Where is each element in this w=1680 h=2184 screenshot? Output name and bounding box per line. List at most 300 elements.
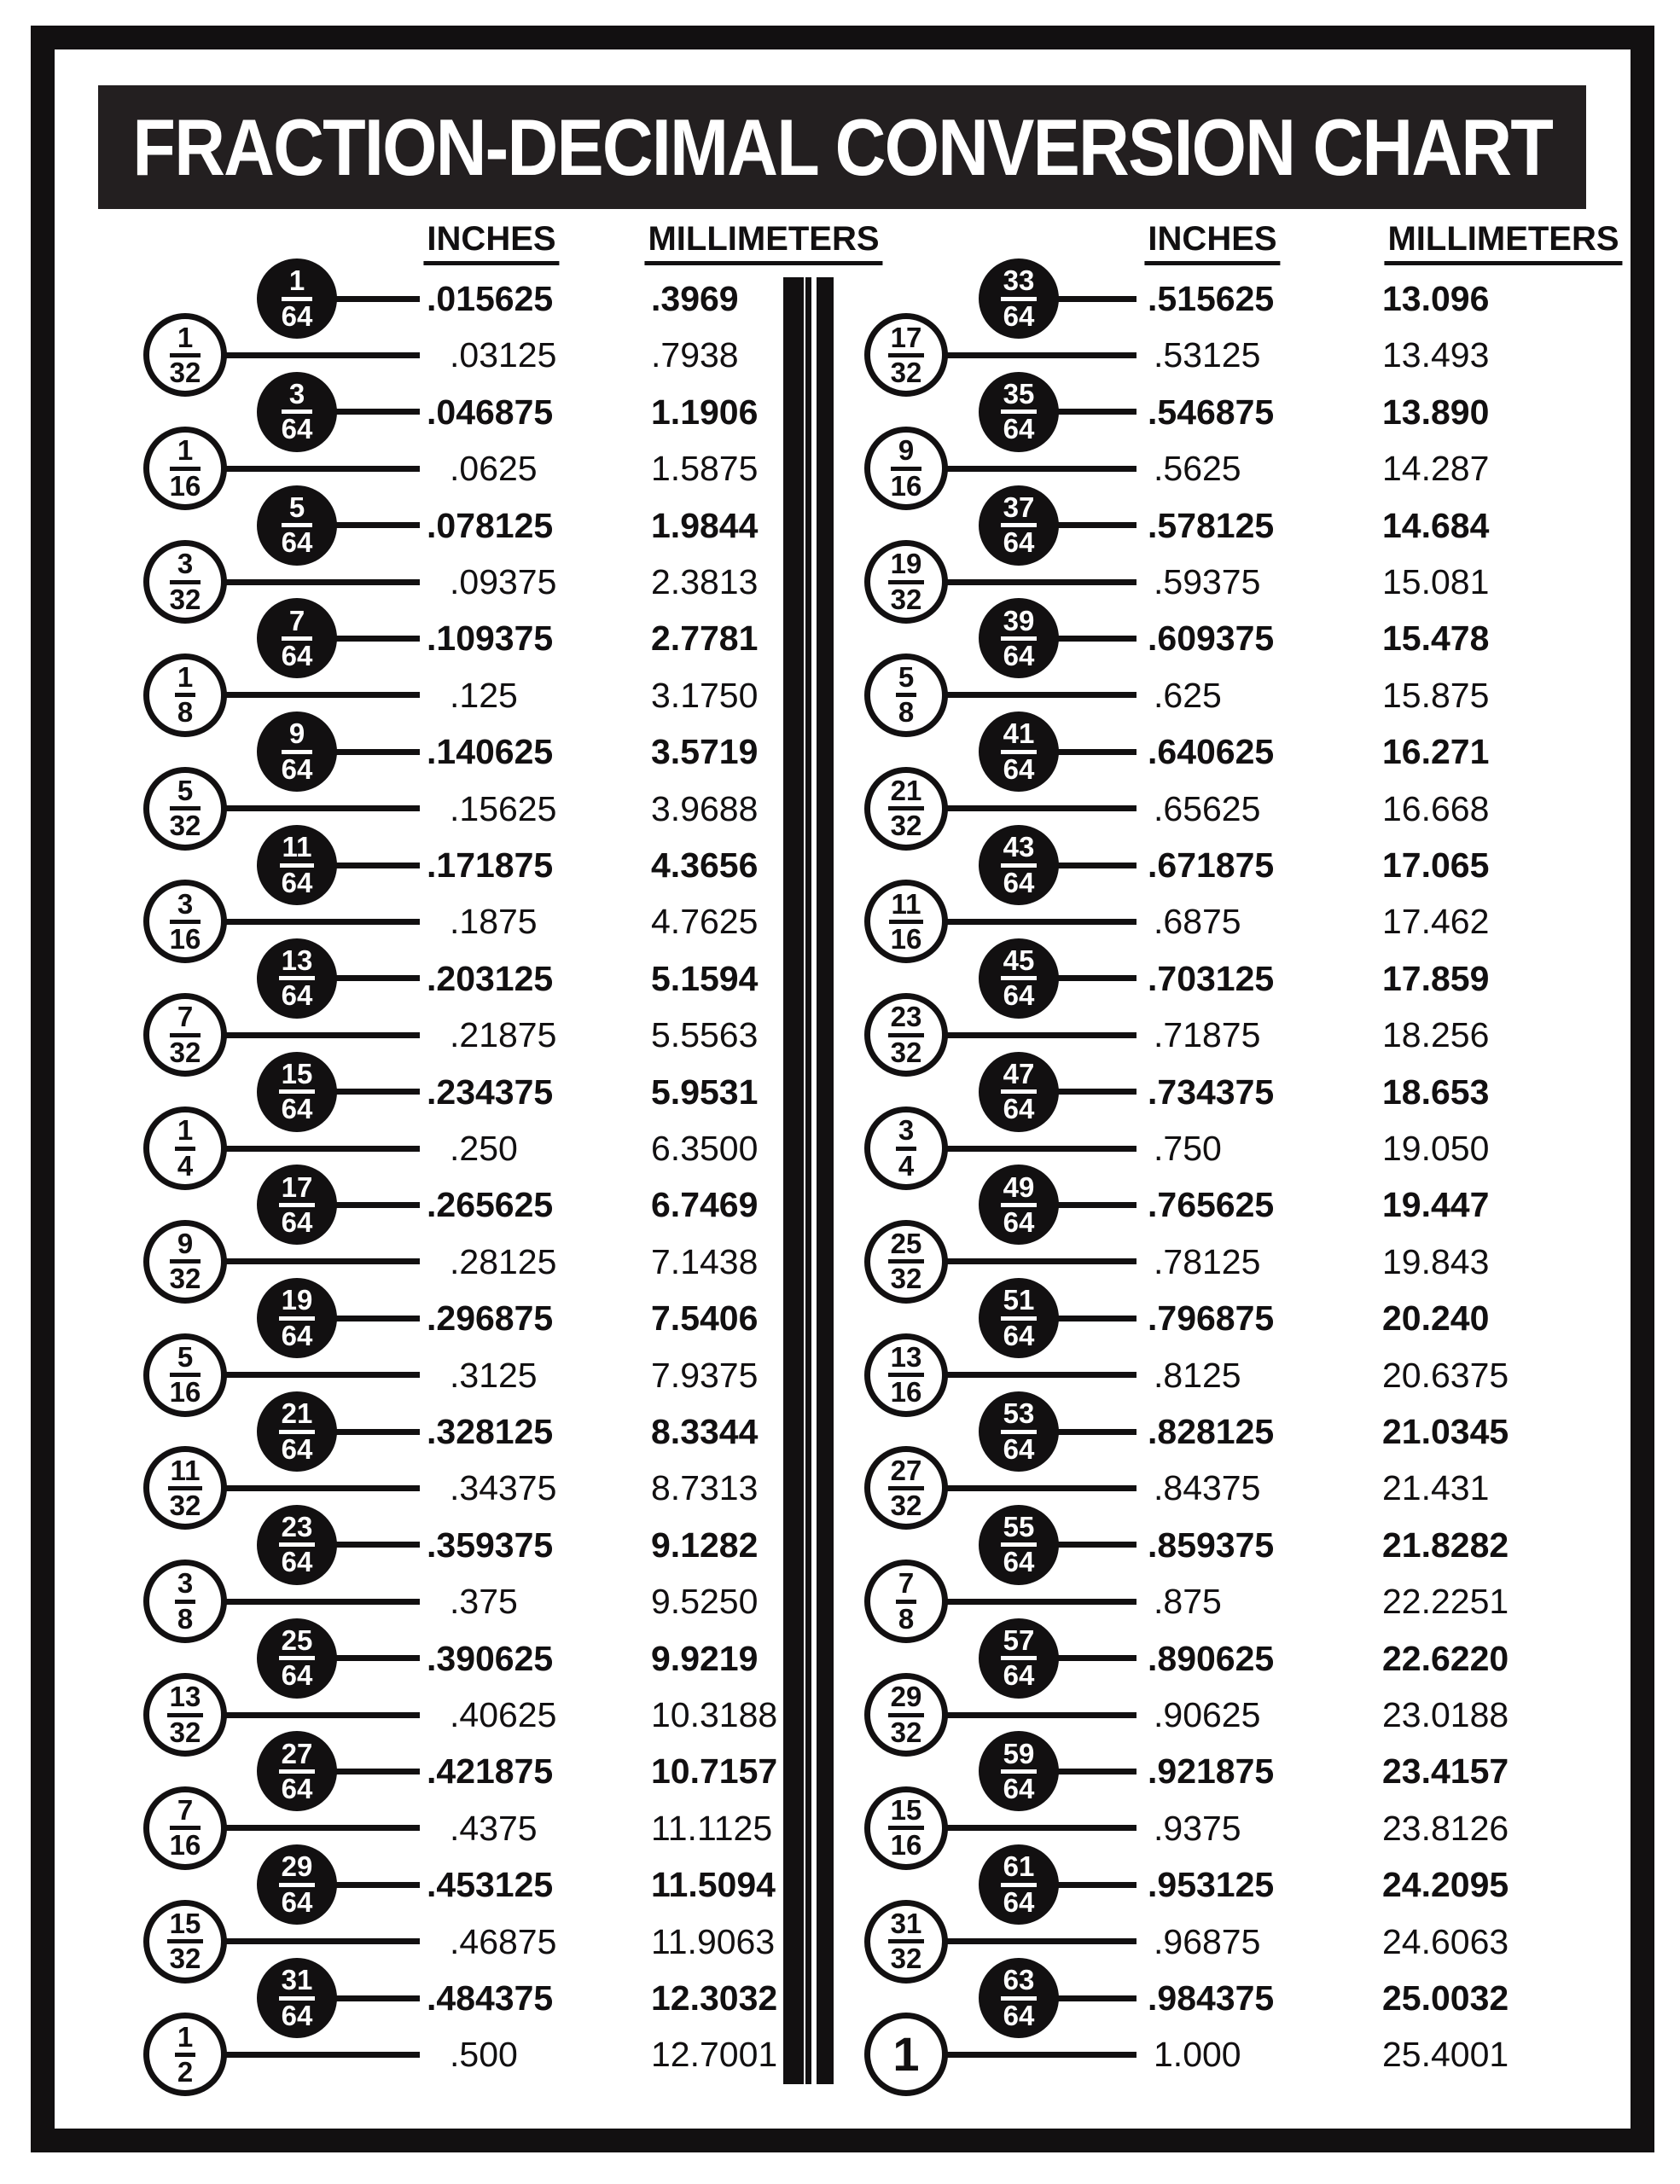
inches-value: .84375: [1154, 1468, 1261, 1508]
millimeters-value: 9.9219: [651, 1638, 759, 1678]
fraction-label: [890, 434, 922, 502]
inches-value: .875: [1154, 1582, 1222, 1622]
millimeters-value: 14.684: [1382, 505, 1490, 545]
fraction-numerator: 19: [279, 1287, 316, 1320]
fraction-label: [888, 1454, 925, 1521]
fraction-numerator: 33: [1001, 267, 1038, 300]
inches-value: .6875: [1154, 902, 1241, 942]
fraction-denominator: 64: [281, 413, 313, 445]
page-title: FRACTION-DECIMAL CONVERSION CHART: [132, 102, 1552, 192]
fraction-label: [175, 660, 195, 729]
fraction-label: [279, 944, 316, 1012]
inches-value: .375: [450, 1582, 518, 1622]
fraction-bubble-filled: [257, 1165, 337, 1245]
fraction-bubble-filled: [979, 1391, 1059, 1472]
fraction-denominator: 64: [1003, 639, 1035, 671]
fraction-numerator: 31: [279, 1966, 316, 2000]
millimeters-value: 15.875: [1382, 675, 1490, 715]
inches-value: .515625: [1148, 279, 1275, 318]
fraction-numerator: 1: [175, 1117, 195, 1150]
fraction-denominator: 4: [898, 1149, 915, 1182]
fraction-label: [167, 1683, 204, 1746]
fraction-denominator: 16: [169, 469, 201, 502]
inches-value: .40625: [450, 1695, 557, 1734]
fraction-label: [170, 1003, 201, 1066]
millimeters-value: 23.4157: [1382, 1751, 1509, 1792]
fraction-label: [888, 550, 925, 613]
fraction-bubble-open: [864, 313, 948, 397]
millimeters-value: 10.3188: [651, 1695, 778, 1734]
inches-value: .09375: [450, 562, 557, 601]
fraction-bubble-filled: [979, 1844, 1059, 1925]
fraction-bubble-filled: [257, 825, 337, 905]
fraction-label: [1001, 377, 1038, 445]
fraction-bubble-open: [143, 653, 227, 737]
millimeters-value: 19.050: [1382, 1129, 1490, 1168]
fraction-numerator: 19: [888, 550, 925, 584]
inches-value: .453125: [427, 1865, 554, 1905]
fraction-numerator: 25: [279, 1627, 316, 1660]
fraction-numerator: 45: [1001, 947, 1038, 980]
fraction-bubble-open: [864, 1107, 948, 1190]
fraction-bubble-filled: [257, 1505, 337, 1585]
fraction-denominator: 64: [281, 1999, 313, 2031]
fraction-bubble-filled: [979, 1618, 1059, 1699]
fraction-label: [279, 1397, 316, 1465]
fraction-numerator: 13: [279, 947, 316, 980]
inches-value: .546875: [1148, 392, 1275, 432]
millimeters-value: 7.1438: [651, 1241, 759, 1281]
center-divider-bar-thick-right: [817, 277, 834, 2084]
fraction-numerator: 5: [282, 494, 313, 527]
fraction-numerator: 17: [279, 1174, 316, 1207]
inches-value: .078125: [427, 505, 554, 545]
fraction-denominator: 64: [281, 866, 313, 898]
fraction-bubble-open: [143, 767, 227, 851]
fraction-numerator: 27: [279, 1740, 316, 1774]
inches-value: .750: [1154, 1129, 1222, 1168]
column-header-millimeters-right: MILLIMETERS: [1384, 220, 1622, 265]
inches-value: .125: [450, 675, 518, 715]
fraction-denominator: 16: [890, 1829, 922, 1862]
inches-value: .3125: [450, 1355, 538, 1395]
fraction-numerator: 15: [888, 1797, 925, 1830]
millimeters-value: 8.7313: [651, 1468, 759, 1508]
fraction-numerator: 5: [170, 777, 201, 810]
fraction-label: [1001, 1623, 1038, 1692]
fraction-label: [281, 264, 313, 332]
fraction-bubble-filled: [257, 1278, 337, 1358]
millimeters-value: 16.271: [1382, 732, 1490, 772]
fraction-numerator: 27: [888, 1457, 925, 1490]
inches-value: .015625: [427, 279, 554, 318]
fraction-denominator: 32: [890, 1943, 922, 1975]
fraction-numerator: 15: [167, 1910, 204, 1943]
inches-value: .578125: [1148, 505, 1275, 545]
fraction-numerator: 15: [279, 1060, 316, 1094]
inches-value: .21875: [450, 1015, 557, 1055]
fraction-numerator: 3: [170, 891, 201, 924]
fraction-bubble-open: [143, 540, 227, 624]
fraction-numerator: 23: [888, 1003, 925, 1037]
fraction-numerator: 57: [1001, 1627, 1038, 1660]
fraction-numerator: 59: [1001, 1740, 1038, 1774]
fraction-label: [1001, 604, 1038, 671]
inches-value: .890625: [1148, 1638, 1275, 1678]
inches-value: .328125: [427, 1412, 554, 1451]
fraction-label: [888, 1907, 925, 1975]
fraction-numerator: 21: [279, 1400, 316, 1433]
inches-value: .46875: [450, 1921, 557, 1961]
fraction-denominator: 64: [1003, 1432, 1035, 1465]
fraction-label: [279, 1737, 316, 1804]
fraction-denominator: 64: [1003, 1093, 1035, 1125]
fraction-numerator: 11: [280, 834, 315, 867]
fraction-numerator: 35: [1001, 380, 1038, 414]
millimeters-value: 22.2251: [1382, 1582, 1509, 1622]
fraction-numerator: 1: [170, 324, 201, 357]
fraction-label: [169, 1227, 201, 1295]
fraction-label: [888, 1227, 925, 1295]
fraction-label: [279, 1057, 316, 1125]
fraction-denominator: 32: [169, 1489, 201, 1521]
fraction-bubble-open: [864, 1220, 948, 1304]
fraction-denominator: 64: [281, 1885, 313, 1918]
inches-value: .984375: [1148, 1978, 1275, 2018]
fraction-label: [279, 1966, 316, 2030]
fraction-numerator: 5: [170, 1344, 201, 1377]
millimeters-value: 5.5563: [651, 1015, 759, 1055]
fraction-bubble-filled: [979, 1052, 1059, 1132]
millimeters-value: 12.7001: [651, 2035, 778, 2075]
fraction-denominator: 64: [1003, 1319, 1035, 1351]
inches-value: .8125: [1154, 1355, 1241, 1395]
millimeters-value: 23.8126: [1382, 1808, 1509, 1848]
fraction-label: [279, 1284, 316, 1351]
millimeters-value: .3969: [651, 279, 739, 318]
fraction-denominator: 32: [890, 1036, 922, 1068]
inches-value: .359375: [427, 1525, 554, 1565]
fraction-whole-number: 1: [892, 2027, 920, 2082]
fraction-denominator: 16: [890, 1376, 922, 1409]
inches-value: .4375: [450, 1808, 538, 1848]
inches-value: .390625: [427, 1638, 554, 1678]
fraction-bubble-open: [864, 993, 948, 1077]
fraction-bubble-open: [864, 2013, 948, 2096]
fraction-bubble-filled: [257, 938, 337, 1019]
millimeters-value: 18.256: [1382, 1015, 1490, 1055]
fraction-denominator: 64: [1003, 752, 1035, 785]
fraction-bubble-open: [864, 653, 948, 737]
fraction-label: [280, 831, 315, 898]
fraction-label: [1001, 1966, 1038, 2030]
fraction-denominator: 64: [1003, 1659, 1035, 1692]
inches-value: .484375: [427, 1978, 554, 2018]
fraction-numerator: 11: [168, 1457, 203, 1490]
inches-value: .703125: [1148, 958, 1275, 998]
fraction-bubble-filled: [979, 372, 1059, 452]
fraction-numerator: 43: [1001, 834, 1038, 867]
fraction-bubble-open: [864, 880, 948, 963]
millimeters-value: 22.6220: [1382, 1638, 1509, 1678]
fraction-denominator: 32: [890, 356, 922, 388]
millimeters-value: 19.843: [1382, 1241, 1490, 1281]
millimeters-value: 2.7781: [651, 619, 759, 659]
millimeters-value: 19.447: [1382, 1185, 1490, 1225]
millimeters-value: 17.462: [1382, 902, 1490, 942]
inches-value: .203125: [427, 958, 554, 998]
inches-value: .15625: [450, 788, 557, 828]
fraction-label: [1001, 1510, 1038, 1578]
fraction-bubble-filled: [979, 712, 1059, 792]
inches-value: .921875: [1148, 1751, 1275, 1792]
fraction-denominator: 64: [281, 1093, 313, 1125]
fraction-label: [169, 434, 201, 502]
fraction-bubble-filled: [257, 1958, 337, 2038]
inches-value: .53125: [1154, 335, 1261, 375]
inches-value: .765625: [1148, 1185, 1275, 1225]
fraction-bubble-open: [143, 1900, 227, 1984]
title-bar: [98, 85, 1586, 209]
column-header-millimeters-left: MILLIMETERS: [644, 220, 882, 265]
fraction-bubble-filled: [257, 1391, 337, 1472]
millimeters-value: 3.9688: [651, 788, 759, 828]
fraction-numerator: 7: [170, 1797, 201, 1830]
fraction-bubble-filled: [979, 485, 1059, 566]
fraction-bubble-filled: [257, 485, 337, 566]
fraction-denominator: 64: [281, 299, 313, 332]
millimeters-value: 25.4001: [1382, 2035, 1509, 2075]
millimeters-value: 21.8282: [1382, 1525, 1509, 1565]
fraction-label: [888, 321, 925, 388]
fraction-bubble-open: [143, 1673, 227, 1757]
fraction-numerator: 49: [1001, 1174, 1038, 1207]
fraction-numerator: 3: [175, 1570, 195, 1603]
fraction-numerator: 29: [279, 1853, 316, 1886]
fraction-label: [1001, 1284, 1038, 1351]
inches-value: .250: [450, 1129, 518, 1168]
inches-value: .421875: [427, 1751, 554, 1792]
fraction-bubble-open: [143, 2013, 227, 2096]
fraction-bubble-open: [864, 1560, 948, 1643]
fraction-denominator: 64: [281, 1319, 313, 1351]
millimeters-value: 9.5250: [651, 1582, 759, 1622]
millimeters-value: 15.081: [1382, 562, 1490, 601]
millimeters-value: 21.431: [1382, 1468, 1490, 1508]
fraction-label: [281, 491, 313, 559]
fraction-numerator: 13: [167, 1683, 204, 1716]
inches-value: .78125: [1154, 1241, 1261, 1281]
fraction-denominator: 8: [898, 696, 915, 729]
fraction-label: [1001, 264, 1038, 332]
fraction-bubble-open: [143, 313, 227, 397]
fraction-label: [169, 774, 201, 842]
fraction-numerator: 1: [175, 2024, 195, 2057]
fraction-denominator: 8: [177, 1602, 194, 1635]
fraction-label: [175, 1567, 195, 1635]
fraction-label: [1001, 1737, 1038, 1804]
inches-value: .5625: [1154, 449, 1241, 489]
fraction-denominator: 16: [169, 1829, 201, 1862]
inches-value: .96875: [1154, 1921, 1261, 1961]
fraction-denominator: 64: [1003, 299, 1035, 332]
fraction-bubble-open: [143, 1107, 227, 1190]
fraction-bubble-open: [143, 1220, 227, 1304]
column-header-inches-right: INCHES: [1144, 220, 1280, 265]
fraction-bubble-open: [143, 1333, 227, 1417]
fraction-denominator: 32: [169, 1943, 201, 1975]
fraction-bubble-open: [864, 427, 948, 510]
fraction-label: [1001, 1170, 1038, 1238]
fraction-bubble-filled: [257, 1052, 337, 1132]
fraction-bubble-filled: [979, 1278, 1059, 1358]
fraction-denominator: 64: [1003, 413, 1035, 445]
millimeters-value: 1.5875: [651, 449, 759, 489]
fraction-numerator: 7: [282, 607, 313, 641]
fraction-bubble-open: [143, 1446, 227, 1530]
fraction-label: [888, 1340, 925, 1409]
fraction-label: [281, 717, 313, 785]
fraction-label: [281, 604, 313, 671]
fraction-bubble-filled: [257, 598, 337, 678]
fraction-label: [888, 1003, 925, 1066]
fraction-numerator: 7: [170, 1003, 201, 1037]
fraction-denominator: 64: [281, 752, 313, 785]
fraction-bubble-filled: [979, 258, 1059, 339]
fraction-label: [169, 887, 201, 955]
inches-value: .1875: [450, 902, 538, 942]
millimeters-value: 24.6063: [1382, 1921, 1509, 1961]
fraction-numerator: 25: [888, 1230, 925, 1263]
fraction-denominator: 64: [281, 1546, 313, 1578]
fraction-denominator: 32: [169, 810, 201, 842]
fraction-numerator: 7: [896, 1570, 916, 1603]
fraction-numerator: 1: [170, 437, 201, 470]
inches-value: .28125: [450, 1241, 557, 1281]
fraction-label: [281, 377, 313, 445]
inches-value: .640625: [1148, 732, 1275, 772]
fraction-label: [888, 1793, 925, 1862]
fraction-label: [170, 550, 201, 613]
fraction-denominator: 64: [281, 639, 313, 671]
millimeters-value: 14.287: [1382, 449, 1490, 489]
fraction-numerator: 13: [888, 1344, 925, 1377]
millimeters-value: 9.1282: [651, 1525, 759, 1565]
fraction-bubble-open: [864, 1900, 948, 1984]
fraction-bubble-open: [864, 767, 948, 851]
fraction-denominator: 16: [890, 469, 922, 502]
fraction-denominator: 64: [1003, 1546, 1035, 1578]
fraction-label: [1001, 1850, 1038, 1918]
fraction-bubble-open: [143, 993, 227, 1077]
fraction-numerator: 11: [889, 891, 924, 924]
millimeters-value: 18.653: [1382, 1072, 1490, 1112]
millimeters-value: 3.5719: [651, 732, 759, 772]
millimeters-value: 1.1906: [651, 392, 759, 432]
fraction-denominator: 64: [281, 1659, 313, 1692]
millimeters-value: 16.668: [1382, 788, 1490, 828]
fraction-numerator: 47: [1001, 1060, 1038, 1094]
millimeters-value: 24.2095: [1382, 1865, 1509, 1905]
fraction-bubble-filled: [257, 258, 337, 339]
fraction-bubble-filled: [979, 938, 1059, 1019]
fraction-bubble-open: [864, 1446, 948, 1530]
fraction-bubble-open: [143, 1560, 227, 1643]
fraction-bubble-open: [143, 880, 227, 963]
fraction-denominator: 64: [1003, 1999, 1035, 2031]
inches-value: .90625: [1154, 1695, 1261, 1734]
fraction-label: [1001, 831, 1038, 898]
fraction-numerator: 9: [282, 720, 313, 753]
fraction-numerator: 51: [1001, 1287, 1038, 1320]
fraction-denominator: 32: [890, 583, 922, 615]
fraction-denominator: 64: [1003, 979, 1035, 1012]
fraction-denominator: 32: [169, 1036, 201, 1068]
fraction-denominator: 32: [890, 810, 922, 842]
fraction-bubble-filled: [979, 1958, 1059, 2038]
fraction-label: [1001, 491, 1038, 559]
fraction-numerator: 5: [896, 664, 916, 697]
fraction-bubble-filled: [257, 1844, 337, 1925]
fraction-label: [1001, 1057, 1038, 1125]
millimeters-value: 11.5094: [651, 1865, 776, 1905]
fraction-numerator: 3: [896, 1117, 916, 1150]
millimeters-value: 2.3813: [651, 562, 759, 601]
fraction-label: [279, 1170, 316, 1238]
fraction-denominator: 16: [169, 1376, 201, 1409]
millimeters-value: 20.6375: [1382, 1355, 1509, 1395]
inches-value: .609375: [1148, 619, 1275, 659]
millimeters-value: 23.0188: [1382, 1695, 1509, 1734]
millimeters-value: 8.3344: [651, 1412, 759, 1451]
fraction-numerator: 41: [1001, 720, 1038, 753]
fraction-numerator: 29: [888, 1683, 925, 1716]
millimeters-value: 17.859: [1382, 958, 1490, 998]
fraction-bubble-filled: [257, 1731, 337, 1811]
fraction-denominator: 4: [177, 1149, 194, 1182]
inches-value: .296875: [427, 1298, 554, 1339]
fraction-label: [169, 1340, 201, 1409]
millimeters-value: 20.240: [1382, 1298, 1490, 1339]
inches-value: .265625: [427, 1185, 554, 1225]
millimeters-value: 6.3500: [651, 1129, 759, 1168]
inches-value: .953125: [1148, 1865, 1275, 1905]
fraction-numerator: 37: [1001, 494, 1038, 527]
fraction-bubble-filled: [257, 1618, 337, 1699]
inches-value: .234375: [427, 1072, 554, 1112]
fraction-numerator: 9: [170, 1230, 201, 1263]
millimeters-value: 17.065: [1382, 845, 1490, 885]
fraction-label: [279, 1850, 316, 1918]
fraction-bubble-filled: [257, 712, 337, 792]
inches-value: .625: [1154, 675, 1222, 715]
fraction-numerator: 17: [888, 324, 925, 357]
inches-value: .59375: [1154, 562, 1261, 601]
fraction-denominator: 32: [169, 583, 201, 615]
inches-value: .046875: [427, 392, 554, 432]
fraction-label: [169, 1793, 201, 1862]
inches-value: .65625: [1154, 788, 1261, 828]
fraction-numerator: 9: [891, 437, 922, 470]
inches-value: 1.000: [1154, 2035, 1241, 2075]
fraction-numerator: 3: [282, 380, 313, 414]
millimeters-value: 13.096: [1382, 279, 1490, 318]
fraction-numerator: 1: [175, 664, 195, 697]
millimeters-value: 11.9063: [651, 1921, 776, 1961]
fraction-denominator: 32: [890, 1489, 922, 1521]
millimeters-value: 7.9375: [651, 1355, 759, 1395]
fraction-denominator: 64: [1003, 1205, 1035, 1238]
